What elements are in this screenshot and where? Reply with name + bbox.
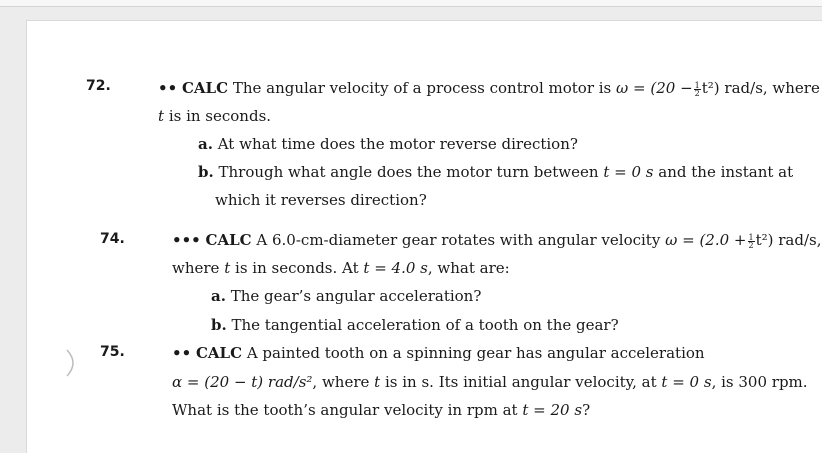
problem-75-line-2: α = (20 − t) rad/s², where t is in s. Its initial angular velocity, at t = 0 s, is 300 rpm. <box>172 373 808 391</box>
document-page <box>26 20 822 453</box>
problem-74-number: 74. <box>100 231 125 247</box>
problem-72-text: The angular velocity of a process control motor is <box>232 79 612 97</box>
window-top-bar <box>0 0 822 7</box>
problem-72-line-2: t is in seconds. <box>158 107 272 125</box>
problem-74-line-1 <box>172 231 822 249</box>
problem-74-part-b: b. The tangential acceleration of a tooth on the gear? <box>211 316 619 334</box>
problem-72-omega-expr-start: ω = (20 − <box>616 79 693 97</box>
problem-75-calc-tag: CALC <box>195 344 243 362</box>
problem-74-omega-expr-start: ω = (2.0 + <box>665 231 747 249</box>
problem-72-calc-tag: CALC <box>181 79 229 97</box>
problem-74-line-2: where t is in seconds. At t = 4.0 s, what are: <box>172 259 510 277</box>
problem-72-line-1 <box>158 79 820 97</box>
problem-74-text: A 6.0-cm-diameter gear rotates with angular velocity <box>256 231 661 249</box>
problem-74-calc-tag: CALC <box>205 231 252 249</box>
problem-72-part-b-continued: which it reverses direction? <box>215 191 427 209</box>
problem-75-line-1 <box>172 344 705 362</box>
problem-72-half-fraction: $\frac{1}{2}$ <box>694 80 700 98</box>
problem-74-omega-expr-end: t²) rad/s, <box>755 231 822 249</box>
problem-74-dots: ••• <box>172 231 201 249</box>
problem-72-part-b: b. Through what angle does the motor turn between t = 0 s and the instant at <box>198 163 794 181</box>
problem-74-part-a: a. The gear’s angular acceleration? <box>211 287 482 305</box>
problem-74-half-fraction: $\frac{1}{2}$ <box>748 232 754 250</box>
problem-72-omega-expr-end: t²) rad/s, where <box>701 79 820 97</box>
problem-75-number: 75. <box>100 344 125 360</box>
problem-72-dots: •• <box>158 79 178 97</box>
problem-72-part-a: a. At what time does the motor reverse direction? <box>198 135 578 153</box>
page-curl-arc-mark <box>64 348 82 378</box>
problem-72-number: 72. <box>86 78 111 94</box>
problem-75-text: A painted tooth on a spinning gear has angular acceleration <box>246 344 705 362</box>
problem-75-dots: •• <box>172 344 192 362</box>
problem-75-alpha-expr: α = (20 − t) rad/s² <box>172 373 313 391</box>
problem-75-line-3: What is the tooth’s angular velocity in rpm at t = 20 s? <box>172 401 591 419</box>
